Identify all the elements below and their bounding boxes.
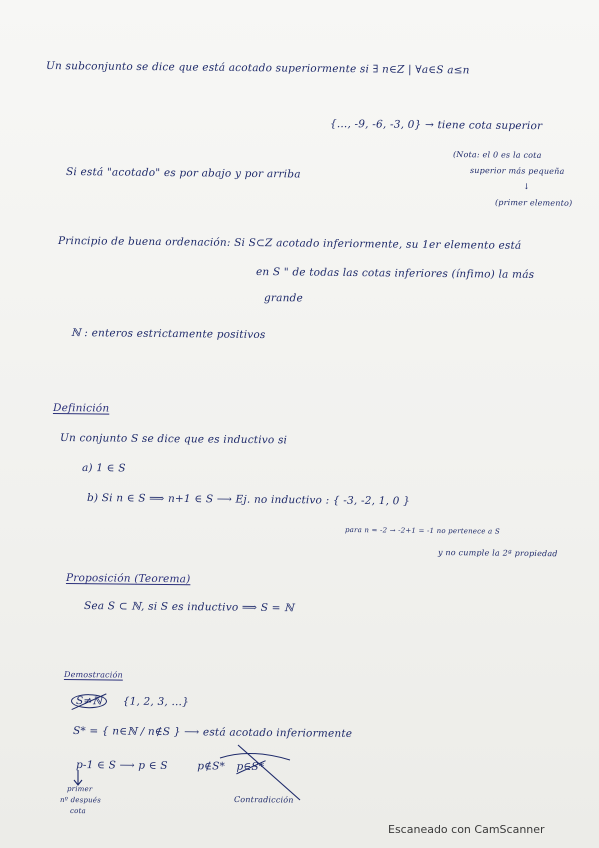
heading-demostracion: Demostración — [63, 670, 123, 680]
annotation-primer: primer — [66, 785, 93, 794]
assumption-s-not-n: S≠ℕ — [71, 694, 107, 708]
well-ordering-line-3: grande — [263, 292, 303, 305]
complement-set-definition: S* = { n∈ℕ / n∉S } ⟶ está acotado inferiormente — [72, 725, 353, 740]
well-ordering-line-2: en S " de todas las cotas inferiores (ínfimo) la más — [255, 266, 535, 281]
definition-bounded-above: Un subconjunto se dice que está acotado superiormente si ∃ n∈Z | ∀a∈S a≤n — [45, 60, 470, 77]
heading-proposicion: Proposición (Teorema) — [65, 572, 191, 586]
annotation-despues: nº después — [59, 796, 102, 805]
note-arrow: ↓ — [522, 182, 530, 192]
scanner-watermark: Escaneado con CamScanner — [388, 823, 545, 836]
proof-assumption — [71, 694, 189, 709]
proof-step — [76, 759, 264, 773]
naturals-set: {1, 2, 3, ...} — [122, 695, 190, 709]
condition-b: b) Si n ∈ S ⟹ n+1 ∈ S ⟶ Ej. no inductivo : { -3, -2, 1, 0 } — [86, 492, 411, 508]
note-line-2: superior más pequeña — [469, 166, 565, 176]
counterexample-explanation: para n = -2 → -2+1 = -1 no pertenece a S — [344, 526, 500, 536]
well-ordering-principle: Principio de buena ordenación: Si S⊂Z acotado inferiormente, su 1er elemento está — [57, 235, 522, 252]
heading-definicion: Definición — [52, 402, 110, 415]
contradiction-strike-icon — [220, 753, 290, 760]
note-line-3: (primer elemento) — [494, 198, 573, 208]
note-line-1: (Nota: el 0 es la cota — [452, 150, 542, 160]
counterexample-conclusion: y no cumple la 2ª propiedad — [437, 548, 558, 559]
annotation-cota: cota — [69, 807, 86, 816]
p-not-in-complement: p∉S* — [197, 760, 226, 773]
proposition-statement: Sea S ⊂ ℕ, si S es inductivo ⟹ S = ℕ — [83, 600, 295, 615]
p-in-complement-crossed: p∈S* — [236, 760, 265, 773]
contradiction-label: Contradicción — [233, 795, 294, 805]
example-set: {..., -9, -6, -3, 0} → tiene cota superior — [329, 118, 543, 133]
inductive-set-definition: Un conjunto S se dice que es inductivo si — [59, 432, 288, 447]
condition-a: a) 1 ∈ S — [81, 462, 126, 475]
proof-implication: p-1 ∈ S ⟶ p ∈ S — [75, 759, 168, 772]
bounded-note: Si está "acotado" es por abajo y por arriba — [65, 166, 301, 181]
naturals-definition: ℕ : enteros estrictamente positivos — [70, 327, 266, 342]
